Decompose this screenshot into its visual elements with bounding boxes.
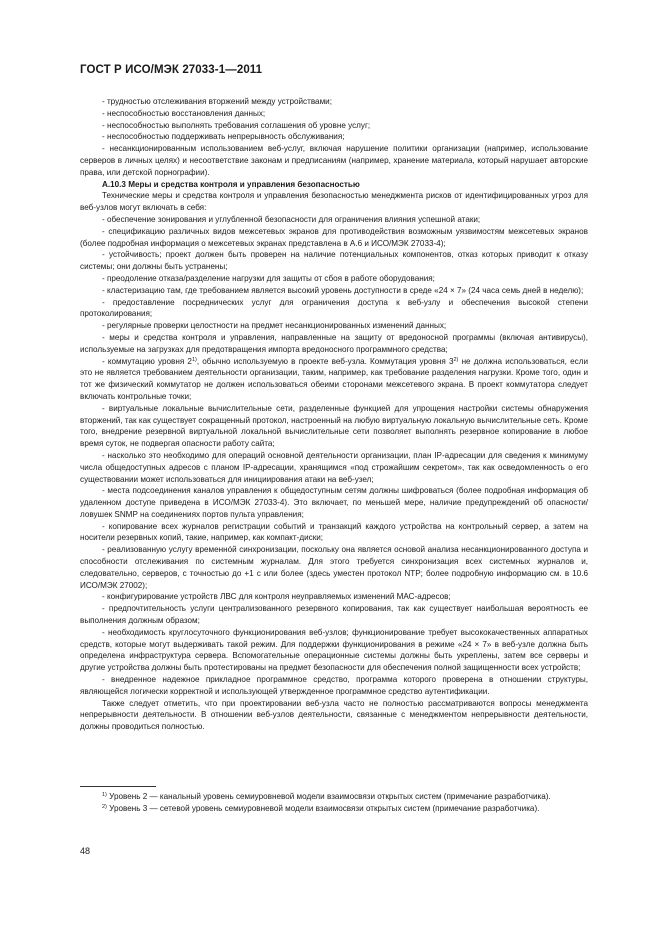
paragraph: - предоставление посреднических услуг для ограничения доступа к веб-узлу и обеспечения высокой степени протоколирования; xyxy=(80,297,588,319)
paragraph: - виртуальные локальные вычислительные сети, разделенные функцией для упрощения настройки системы обнаружения вторжений, так как существует сокращенный протокол, настроенный на любую виртуальную локальную вычислительные сеть. Кроме того, внедрение резервной виртуальной локальной вычислительные сети позволяет выполнять резервное копирование в любое время суток, не подвергая опасности работу сайта; xyxy=(80,403,588,449)
footnote-text: Уровень 2 — канальный уровень семиуровневой модели взаимосвязи открытых систем (примечание разработчика). xyxy=(106,792,551,801)
paragraph: - неспособностью восстановления данных; xyxy=(102,108,266,118)
paragraph: - устойчивость; проект должен быть проверен на наличие потенциальных компонентов, отказ которых приводит к отказу системы; они должны быть устранены; xyxy=(80,250,588,272)
paragraph-text: - коммутацию уровня 2 xyxy=(102,356,192,366)
paragraph: - внедренное надежное прикладное программное средство, программа которого проверена в отношении структуры, являющейся логически корректной и использующей утвержденное программное средство аутентификации. xyxy=(80,675,588,696)
paragraph: - места подсоединения каналов управления к общедоступным сетям должны шифроваться (более подробная информация об удаленном доступе приведена в ИСО/МЭК 27033-4). Это включает, по меньшей мере, наличие предупреждений об опасности/ловушек SNMP на соединениях портов пульта управления; xyxy=(80,486,588,519)
footnote-text: Уровень 3 — сетевой уровень семиуровневой модели взаимосвязи открытых систем (примечание разработчика). xyxy=(106,803,540,813)
paragraph: Технические меры и средства контроля и управления безопасностью менеджмента рисков от идентифицированных угроз для веб-узлов могут включать в себя: xyxy=(80,191,588,213)
paragraph-text: не должна использоваться, если это не является требованием деятельности организации, таким, например, как требование разделения нагрузки. Кроме того, один и тот же физический коммутатор не должен использоваться обеими сторонами межсетевого экрана. В проект коммутатора следует включать контрольные точки; xyxy=(80,356,588,401)
paragraph: - трудностью отслеживания вторжений между устройствами; xyxy=(102,97,332,106)
paragraph: - спецификацию различных видов межсетевых экранов для противодействия возможным уязвимостям межсетевых экранов (более подробная информация о межсетевых экранах представлена в А.6 и ИСО/МЭК 27033-4); xyxy=(80,226,588,248)
document-header: ГОСТ Р ИСО/МЭК 27033-1—2011 xyxy=(80,64,263,76)
paragraph: - реализованную услугу временнóй синхронизации, поскольку она является основой анализа несанкционированного доступа и способности отслеживания по системным журналам. Для этого требуется синхронизация всех системных журналов и, следовательно, серверов, с точностью до +1 с или более (здесь уместен протокол NTP; более подробную информацию см. в 10.6 ИСО/МЭК 27002); xyxy=(80,545,588,590)
footnote xyxy=(80,791,588,803)
paragraph: - необходимость круглосуточного функционирования веб-узлов; функционирование требует высококачественных аппаратных средств, которые могут выдерживать такой режим. Для поддержки функционирования в режиме «24 × 7» в веб-узле должна быть определена инфраструктура сервера. Вспомогательные операционные системы должны быть укреплены, затем все серверы и другие устройства должны быть протестированы на предмет безопасности для обеспечения полной защищенности всех устройств; xyxy=(80,627,588,673)
paragraph: - копирование всех журналов регистрации событий и транзакций каждого устройства на контрольный сервер, а затем на носители резервных копий, такие, например, как компакт-диски; xyxy=(80,521,588,543)
paragraph: - предпочтительность услуги централизованного резервного копирования, так как существует наибольшая вероятность ее выполнения должным образом; xyxy=(80,604,588,626)
paragraph: - обеспечение зонирования и углубленной безопасности для ограничения влияния успешной атаки; xyxy=(102,214,481,224)
footnotes xyxy=(80,791,588,815)
paragraph: - регулярные проверки целостности на предмет несанкционированных изменений данных; xyxy=(102,321,447,331)
footnote-ref: 2) xyxy=(453,356,459,363)
paragraph: Также следует отметить, что при проектировании веб-узла часто не полностью рассматриваются вопросы менеджмента непрерывности деятельности. В отношении веб-узлов деятельности, связанные с менеджментом непрерывности деятельности, должны проводиться полностью. xyxy=(80,698,588,732)
document-body xyxy=(80,96,588,733)
paragraph: - кластеризацию там, где требованием является высокий уровень доступности в среде «24 × 7» (24 часа семь дней в неделю); xyxy=(102,285,584,295)
paragraph: - неспособностью поддерживать непрерывность обслуживания; xyxy=(102,132,345,142)
section-heading: А.10.3 Меры и средства контроля и управления безопасностью xyxy=(102,179,360,189)
footnote-divider xyxy=(80,786,156,787)
paragraph-text: , обычно используемую в проекте веб-узла. Коммутация уровня 3 xyxy=(196,356,454,366)
paragraph: - несанкционированным использованием веб-услуг, включая нарушение политики организации (например, использование серверов в личных целях) и несоответствие законам и предписаниям (например, хранение материала, который нарушает авторские права, или детской порнографии). xyxy=(80,144,588,177)
footnote-mark: 1) xyxy=(102,792,107,798)
paragraph-with-footnotes xyxy=(80,356,588,403)
paragraph: - конфигурирование устройств ЛВС для контроля неуправляемых изменений МАС-адресов; xyxy=(102,592,451,602)
paragraph: - преодоление отказа/разделение нагрузки для защиты от сбоя в работе оборудования; xyxy=(102,273,435,283)
paragraph: - неспособностью выполнять требования соглашения об уровне услуг; xyxy=(102,120,371,130)
paragraph: - меры и средства контроля и управления, направленные на защиту от вредоносной программы (включая антивирусы), используемые на загрузках для предотвращения импорта вредоносного программного средства; xyxy=(80,332,588,354)
page-number: 48 xyxy=(80,846,91,856)
footnote-ref: 1) xyxy=(191,356,197,363)
footnote xyxy=(80,803,588,815)
paragraph: - насколько это необходимо для операций основной деятельности организации, план IP-адресации для сведения к минимуму числа общедоступных адресов с планом IP-адресации, хранящимся «под строжайшим секретом», так как осведомленность о его существовании может использоваться для инициирования атаки на веб-узел; xyxy=(80,450,588,484)
footnote-mark: 2) xyxy=(102,803,107,810)
